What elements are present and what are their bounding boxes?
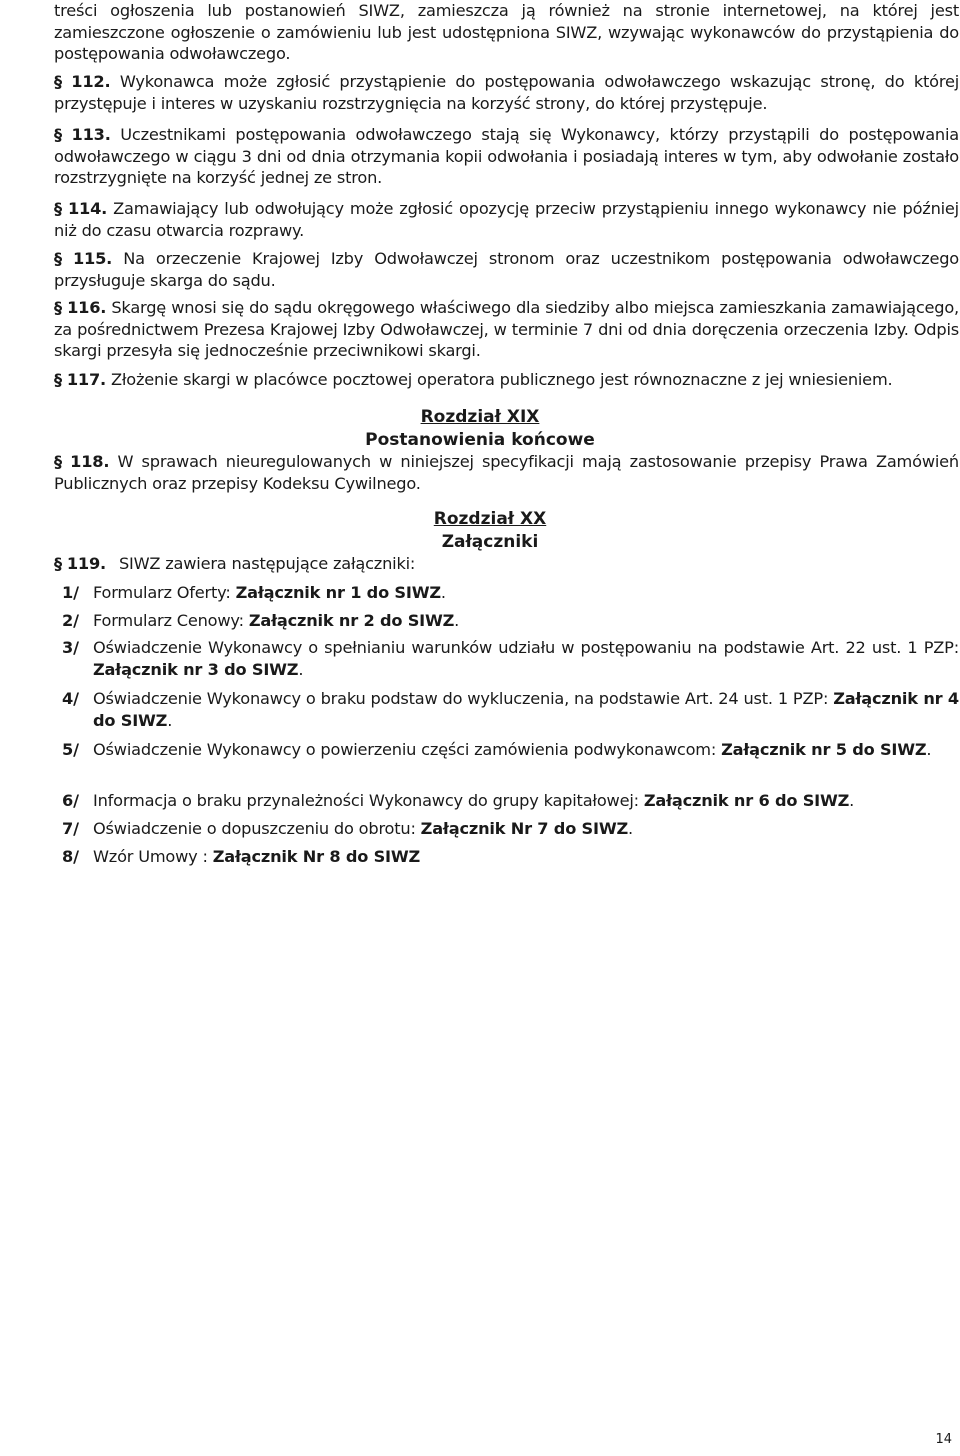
attachment-description: Oświadczenie Wykonawcy o braku podstaw do wykluczenia, na podstawie Art. 24 ust. 1 PZP:: [93, 689, 834, 708]
attachment-end: .: [298, 660, 304, 679]
paragraph-continuation: [54, 0, 959, 65]
section-sign: §: [54, 199, 62, 218]
chapter-19-heading: [0, 406, 960, 452]
paragraph-number: 113.: [71, 125, 111, 144]
paragraph-118: [54, 451, 959, 494]
attachment-item-8: [62, 846, 959, 868]
chapter-20-heading: [0, 508, 960, 554]
paragraph-119: [54, 553, 959, 575]
attachment-number: 7/: [62, 819, 79, 838]
attachment-item-5: [62, 739, 959, 761]
chapter-title: Załączniki: [441, 532, 539, 552]
paragraph-number: 118.: [70, 452, 110, 471]
attachment-number: 3/: [62, 638, 79, 657]
attachment-description: Formularz Oferty:: [93, 583, 236, 602]
attachment-text: [93, 818, 959, 840]
section-sign: §: [54, 452, 62, 471]
chapter-label: Rozdział XIX: [420, 407, 540, 427]
attachment-reference: Załącznik Nr 8 do SIWZ: [212, 847, 421, 866]
paragraph-117: [54, 369, 959, 391]
attachment-item-4: [62, 688, 959, 732]
attachment-text: [93, 637, 959, 681]
attachment-reference: Załącznik Nr 7 do SIWZ: [420, 819, 629, 838]
attachment-description: Informacja o braku przynależności Wykonawcy do grupy kapitałowej:: [93, 791, 644, 810]
attachment-number: 6/: [62, 791, 79, 810]
attachment-end: .: [440, 583, 446, 602]
attachment-item-2: [62, 610, 959, 632]
section-sign: §: [54, 125, 62, 144]
attachment-reference: Załącznik nr 3 do SIWZ: [93, 660, 299, 679]
paragraph-text: Wykonawca może zgłosić przystąpienie do postępowania odwoławczego wskazując stronę, do której przystępuje i interes w uzyskaniu rozstrzygnięcia na korzyść strony, do której przystępuje.: [54, 72, 960, 113]
attachment-end: .: [849, 791, 855, 810]
attachment-text: [93, 790, 959, 812]
attachment-item-6: [62, 790, 959, 812]
attachment-item-7: [62, 818, 959, 840]
attachment-end: .: [628, 819, 633, 838]
attachment-item-1: [62, 582, 959, 604]
paragraph-number: 117.: [66, 370, 106, 389]
section-sign: §: [54, 370, 62, 389]
attachment-number: 4/: [62, 689, 79, 708]
chapter-label: Rozdział XX: [433, 509, 547, 529]
section-sign: §: [54, 554, 62, 573]
paragraph-text: W sprawach nieuregulowanych w niniejszej specyfikacji mają zastosowanie przepisy Prawa Zamówień Publicznych oraz przepisy Kodeksu Cywilnego.: [54, 452, 959, 493]
attachment-number: 5/: [62, 740, 79, 759]
attachment-text: [93, 582, 959, 604]
paragraph-text: SIWZ zawiera następujące załączniki:: [118, 554, 416, 573]
paragraph-116: [54, 297, 959, 362]
attachment-text: [93, 739, 959, 761]
section-sign: §: [54, 249, 62, 268]
paragraph-number: 114.: [67, 199, 108, 218]
paragraph-number: 112.: [71, 72, 111, 91]
attachment-description: Oświadczenie Wykonawcy o powierzeniu części zamówienia podwykonawcom:: [93, 740, 722, 759]
paragraph-114: [54, 198, 959, 241]
attachment-item-3: [62, 637, 959, 681]
attachment-text: [93, 688, 959, 732]
paragraph-text: Skargę wnosi się do sądu okręgowego właściwego dla siedziby albo miejsca zamieszkania zamawiającego, za pośrednictwem Prezesa Krajowej Izby Odwoławczej, w terminie 7 dni od dnia doręczenia orzeczenia Izby. Odpis skargi przesyła się jednocześnie przeciwnikowi skargi.: [54, 298, 959, 360]
attachment-description: Wzór Umowy :: [93, 847, 213, 866]
attachment-description: Oświadczenie Wykonawcy o spełnianiu warunków udziału w postępowaniu na podstawie Art. 22 ust. 1 PZP:: [93, 638, 959, 657]
attachment-reference: Załącznik nr 2 do SIWZ: [248, 611, 455, 630]
attachment-description: Oświadczenie o dopuszczeniu do obrotu:: [93, 819, 421, 838]
paragraph-113: [54, 124, 959, 189]
paragraph-text: Złożenie skargi w placówce pocztowej operatora publicznego jest równoznaczne z jej wniesieniem.: [110, 370, 893, 389]
paragraph-text: Uczestnikami postępowania odwoławczego stają się Wykonawcy, którzy przystąpili do postępowania odwoławczego w ciągu 3 dni od dnia otrzymania kopii odwołania i posiadają interes w tym, aby odwołanie zostało rozstrzygnięte na korzyść jednej ze stron.: [54, 125, 960, 187]
attachment-reference: Załącznik nr 1 do SIWZ: [235, 583, 441, 602]
paragraph-number: 119.: [66, 554, 106, 573]
chapter-title: Postanowienia końcowe: [365, 430, 595, 450]
attachment-reference: Załącznik nr 6 do SIWZ: [643, 791, 850, 810]
attachment-end: .: [926, 740, 932, 759]
attachment-reference: Załącznik nr 5 do SIWZ: [721, 740, 927, 759]
page-number: 14: [935, 1432, 952, 1447]
section-sign: §: [54, 298, 62, 317]
paragraph-text: treści ogłoszenia lub postanowień SIWZ, zamieszcza ją również na stronie internetowej, na której jest zamieszczone ogłoszenie o zamówieniu lub jest udostępniona SIWZ, wzywając wykonawców do przystąpienia do postępowania odwoławczego.: [54, 1, 959, 63]
attachment-text: [93, 610, 959, 632]
attachment-text: [93, 846, 959, 868]
attachment-reference: Załącznik nr 4 do SIWZ: [93, 689, 959, 730]
paragraph-112: [54, 71, 959, 114]
attachment-end: .: [454, 611, 460, 630]
paragraph-text: Zamawiający lub odwołujący może zgłosić opozycję przeciw przystąpieniu innego wykonawcy nie później niż do czasu otwarcia rozprawy.: [54, 199, 959, 240]
attachment-number: 8/: [62, 847, 79, 866]
section-sign: §: [54, 72, 62, 91]
paragraph-number: 115.: [72, 249, 113, 268]
attachment-number: 2/: [62, 611, 79, 630]
attachment-number: 1/: [62, 583, 79, 602]
paragraph-115: [54, 248, 959, 291]
attachment-description: Formularz Cenowy:: [93, 611, 249, 630]
paragraph-number: 116.: [67, 298, 107, 317]
attachment-end: .: [167, 711, 173, 730]
paragraph-text: Na orzeczenie Krajowej Izby Odwoławczej stronom oraz uczestnikom postępowania odwoławczego przysługuje skarga do sądu.: [54, 249, 959, 290]
